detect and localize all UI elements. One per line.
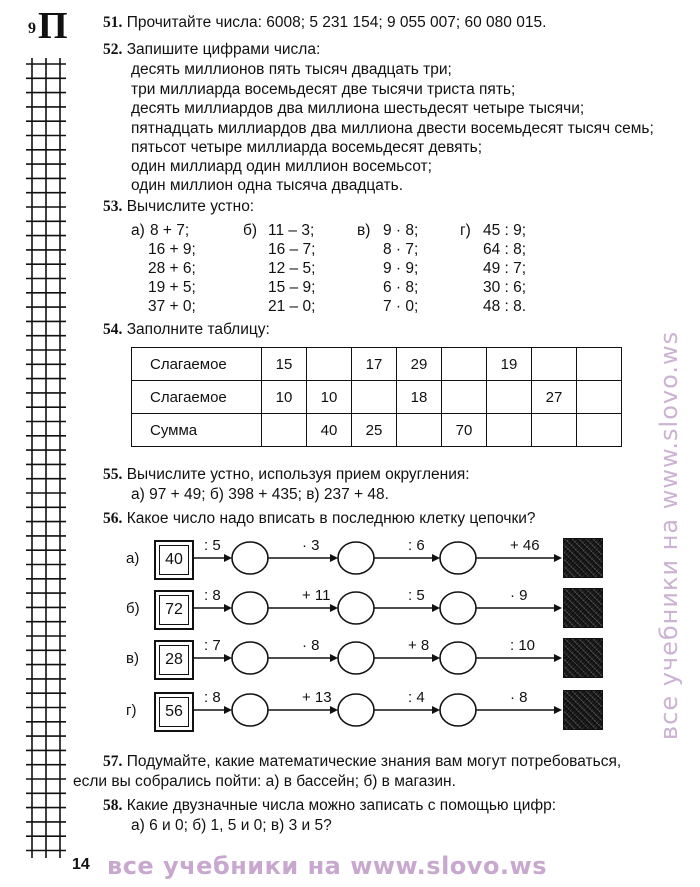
- exercise-57-line-2: если вы собрались пойти: а) в бассейн; б) в магазин.: [73, 773, 456, 790]
- exercise-title: Заполните таблицу:: [126, 321, 270, 338]
- calc-item: 15 – 9;: [268, 279, 316, 296]
- table-cell: 10: [262, 381, 307, 414]
- calc-item: 19 + 5;: [148, 279, 196, 296]
- chain-oval: [338, 592, 374, 624]
- watermark-right: [647, 120, 687, 760]
- table-cell: [577, 414, 622, 447]
- exercise-number: 54.: [103, 321, 123, 338]
- chain-row: [126, 537, 606, 584]
- chain-operation: : 8: [204, 587, 221, 604]
- exercise-number: 53.: [103, 198, 123, 215]
- exercise-title: Какие двузначные числа можно записать с помощью цифр:: [126, 797, 557, 814]
- arrow-head: [330, 554, 338, 562]
- watermark-bottom: все учебники на www.slovo.ws: [107, 852, 547, 880]
- table-cell: 10: [307, 381, 352, 414]
- calc-item: 12 – 5;: [268, 260, 316, 277]
- exercise-number: 56.: [103, 510, 123, 527]
- chain-start-value: 28: [159, 645, 189, 675]
- row-label: Слагаемое: [132, 381, 262, 414]
- chain-label: г): [126, 702, 137, 719]
- chain-answer-box: [563, 638, 603, 678]
- calc-item: 9 · 9;: [383, 260, 419, 277]
- exercise-number: 52.: [103, 41, 123, 58]
- table-cell: 70: [442, 414, 487, 447]
- chain-oval: [338, 694, 374, 726]
- chain-operation: + 46: [510, 537, 540, 554]
- ex58-line: а) 6 и 0; б) 1, 5 и 0; в) 3 и 5?: [131, 817, 332, 834]
- chain-operation: · 8: [510, 689, 528, 706]
- arrow-head: [330, 654, 338, 662]
- exercise-title: Вычислите устно:: [126, 198, 255, 215]
- chain-start-value: 56: [159, 697, 189, 727]
- exercise-title: Какое число надо вписать в последнюю клетку цепочки?: [126, 510, 536, 527]
- table-cell: [307, 348, 352, 381]
- sum-table: [131, 347, 622, 447]
- chain-arrows: [126, 692, 606, 736]
- arrow-head: [554, 706, 562, 714]
- page-number: 14: [72, 856, 90, 873]
- chain-operation: : 6: [408, 537, 425, 554]
- calc-item: 21 – 0;: [268, 298, 316, 315]
- table-row: [132, 381, 622, 414]
- exercise-53-title: [103, 198, 254, 216]
- ex52-line-5: пятьсот четыре миллиарда восемьдесят девять;: [131, 139, 483, 156]
- calc-item: 45 : 9;: [483, 222, 527, 239]
- calc-item: 8 · 7;: [383, 241, 419, 258]
- chain-answer-box: [563, 538, 603, 578]
- chain-oval: [440, 642, 476, 674]
- section-mark-letter: П: [38, 5, 68, 47]
- table-row: [132, 414, 622, 447]
- table-row: [132, 348, 622, 381]
- table-cell: 15: [262, 348, 307, 381]
- chain-answer-box: [563, 588, 603, 628]
- table-cell: 18: [397, 381, 442, 414]
- arrow-head: [224, 706, 232, 714]
- table-cell: 17: [352, 348, 397, 381]
- ex55-line: а) 97 + 49; б) 398 + 435; в) 237 + 48.: [131, 486, 389, 503]
- calc-item: 28 + 6;: [148, 260, 196, 277]
- chain-oval: [440, 542, 476, 574]
- calc-item: 6 · 8;: [383, 279, 419, 296]
- chain-operation: + 13: [302, 689, 332, 706]
- arrow-head: [554, 604, 562, 612]
- calc-item: 16 – 7;: [268, 241, 316, 258]
- svg-text:все учебники на www.slovo.ws: все учебники на www.slovo.ws: [655, 330, 683, 740]
- calc-item: 9 · 8;: [383, 222, 419, 239]
- chain-oval: [440, 592, 476, 624]
- chain-oval: [440, 694, 476, 726]
- calc-item: 49 : 7;: [483, 260, 527, 277]
- table-cell: [262, 414, 307, 447]
- arrow-head: [554, 654, 562, 662]
- exercise-51: [103, 14, 546, 32]
- arrow-head: [224, 654, 232, 662]
- calc-column-label: г): [460, 222, 471, 239]
- ex52-line-3: десять миллиардов два миллиона шестьдесят четыре тысячи;: [131, 100, 585, 117]
- table-cell: [487, 381, 532, 414]
- chain-row: [126, 689, 606, 736]
- chain-label: а): [126, 550, 140, 567]
- chain-start-value: 40: [159, 545, 189, 575]
- arrow-head: [330, 604, 338, 612]
- chain-operation: : 8: [204, 689, 221, 706]
- calc-item: 48 : 8.: [483, 298, 527, 315]
- ex52-line-6: один миллиард один миллион восемьсот;: [131, 158, 432, 175]
- chain-oval: [232, 642, 268, 674]
- margin-grid: [24, 58, 66, 858]
- chain-label: б): [126, 600, 140, 617]
- chain-row: [126, 587, 606, 634]
- exercise-56-title: [103, 510, 536, 528]
- chain-operation: · 8: [302, 637, 320, 654]
- chain-oval: [338, 542, 374, 574]
- chain-oval: [232, 592, 268, 624]
- calc-column-label: а): [131, 222, 145, 239]
- exercise-text: Прочитайте числа: 6008; 5 231 154; 9 055 007; 60 080 015.: [126, 14, 547, 31]
- arrow-head: [554, 554, 562, 562]
- chain-operation: + 11: [302, 587, 331, 604]
- calc-item: 16 + 9;: [148, 241, 196, 258]
- chain-operation: : 4: [408, 689, 425, 706]
- calc-column-label: б): [243, 222, 258, 239]
- row-label: Сумма: [132, 414, 262, 447]
- table-cell: 29: [397, 348, 442, 381]
- ex52-line-2: три миллиарда восемьдесят две тысячи триста пять;: [131, 81, 516, 98]
- table-cell: [397, 414, 442, 447]
- arrow-head: [432, 554, 440, 562]
- chain-row: [126, 637, 606, 684]
- exercise-text: Подумайте, какие математические знания вам могут потребоваться,: [126, 753, 622, 770]
- chain-oval: [232, 542, 268, 574]
- chain-label: в): [126, 650, 139, 667]
- exercise-55-title: [103, 466, 470, 484]
- chain-operation: : 5: [408, 587, 425, 604]
- table-cell: 19: [487, 348, 532, 381]
- chain-start-value: 72: [159, 595, 189, 625]
- exercise-58-title: [103, 797, 556, 815]
- ex52-line-1: десять миллионов пять тысяч двадцать три;: [131, 61, 452, 78]
- table-cell: 25: [352, 414, 397, 447]
- chain-operation: · 9: [510, 587, 528, 604]
- table-cell: [442, 381, 487, 414]
- arrow-head: [224, 604, 232, 612]
- table-cell: [577, 381, 622, 414]
- table-cell: [487, 414, 532, 447]
- table-cell: [532, 348, 577, 381]
- calc-item: 30 : 6;: [483, 279, 527, 296]
- chain-operation: : 7: [204, 637, 221, 654]
- exercise-title: Запишите цифрами числа:: [126, 41, 321, 58]
- chain-oval: [338, 642, 374, 674]
- chain-oval: [232, 694, 268, 726]
- arrow-head: [432, 604, 440, 612]
- exercise-57-line-1: [103, 753, 621, 771]
- exercise-52-title: [103, 41, 320, 59]
- calc-item: 8 + 7;: [150, 222, 190, 239]
- arrow-head: [432, 706, 440, 714]
- exercise-54-title: [103, 321, 270, 339]
- table-cell: [532, 414, 577, 447]
- ex52-line-7: один миллион одна тысяча двадцать.: [131, 177, 403, 194]
- exercise-number: 51.: [103, 14, 123, 31]
- arrow-head: [432, 654, 440, 662]
- ex52-line-4: пятнадцать миллиардов два миллиона двести восемьдесят тысяч семь;: [131, 120, 654, 137]
- calc-item: 7 · 0;: [383, 298, 419, 315]
- chain-operation: + 8: [408, 637, 430, 654]
- arrow-head: [224, 554, 232, 562]
- exercise-number: 55.: [103, 466, 123, 483]
- chain-operation: : 10: [510, 637, 536, 654]
- exercise-number: 58.: [103, 797, 123, 814]
- table-cell: [577, 348, 622, 381]
- table-cell: 40: [307, 414, 352, 447]
- table-cell: [442, 348, 487, 381]
- row-label: Слагаемое: [132, 348, 262, 381]
- table-cell: [352, 381, 397, 414]
- chain-answer-box: [563, 690, 603, 730]
- section-mark-small: 9: [28, 20, 36, 37]
- exercise-title: Вычислите устно, используя прием округления:: [126, 466, 470, 483]
- arrow-head: [330, 706, 338, 714]
- calc-column-label: в): [357, 222, 371, 239]
- calc-item: 64 : 8;: [483, 241, 527, 258]
- chain-arrows: [126, 590, 606, 634]
- calc-item: 37 + 0;: [148, 298, 196, 315]
- exercise-number: 57.: [103, 753, 123, 770]
- table-cell: 27: [532, 381, 577, 414]
- chain-operation: : 5: [204, 537, 221, 554]
- calc-item: 11 – 3;: [268, 222, 315, 239]
- chain-operation: · 3: [302, 537, 320, 554]
